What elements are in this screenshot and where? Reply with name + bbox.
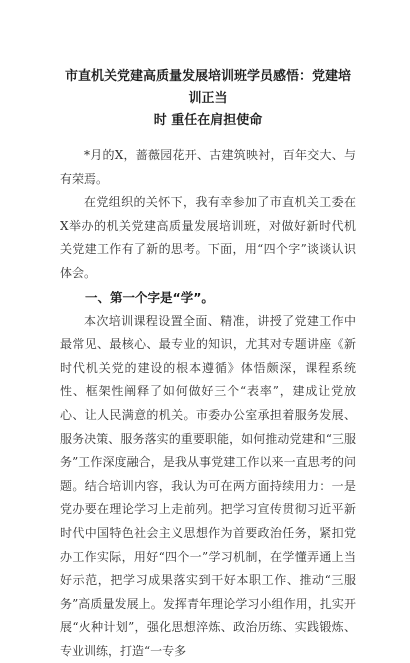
context-paragraph: 在党组织的关怀下，我有幸参加了市直机关工委在X举办的机关党建高质量发展培训班，对做好新时代机关党建工作有了新的思考。下面，用“四个字”谈谈认识体会。 [60,195,356,280]
document-title [60,66,356,132]
title-line-1: 市直机关党建高质量发展培训班学员感悟：党建培训正当 [64,69,351,106]
section-heading: 一、第一个字是“学”。 [85,289,214,305]
body-paragraph: 本次培训课程设置全面、精准，讲授了党建工作中最常见、最核心、最专业的知识，尤其对专题讲座《新时代机关党的建设的根本遵循》体悟颇深，课程系统性、框架性阐释了如何做好三个“表率”，建成让党放心、让人民满意的机关。市委办公室承担着服务发展、服务决策、服务落实的重要职能，如何推动党建和“三服务”工作深度融合，是我从事党建工作以来一直思考的问题。结合培训内容，我认为可在两方面持续用力：一是党办要在理论学习上走前列。把学习宣传贯彻习近平新时代中国特色社会主义思想作为首要政治任务，紧扣党办工作实际，用好“四个一”学习机制，在学懂弄通上当好示范，把学习成果落实到干好本职工作、推动“三服务”高质量发展上。发挥青年理论学习小组作用，扎实开展“火种计划”，强化思想淬炼、政治历练、实践锻炼、专业训练，打造“一专多 [60,313,356,658]
intro-paragraph: *月的X，蔷薇园花开、古建筑映衬，百年交大、与有荣焉。 [60,148,356,186]
title-line-2: 时 重任在肩担使命 [153,113,263,128]
